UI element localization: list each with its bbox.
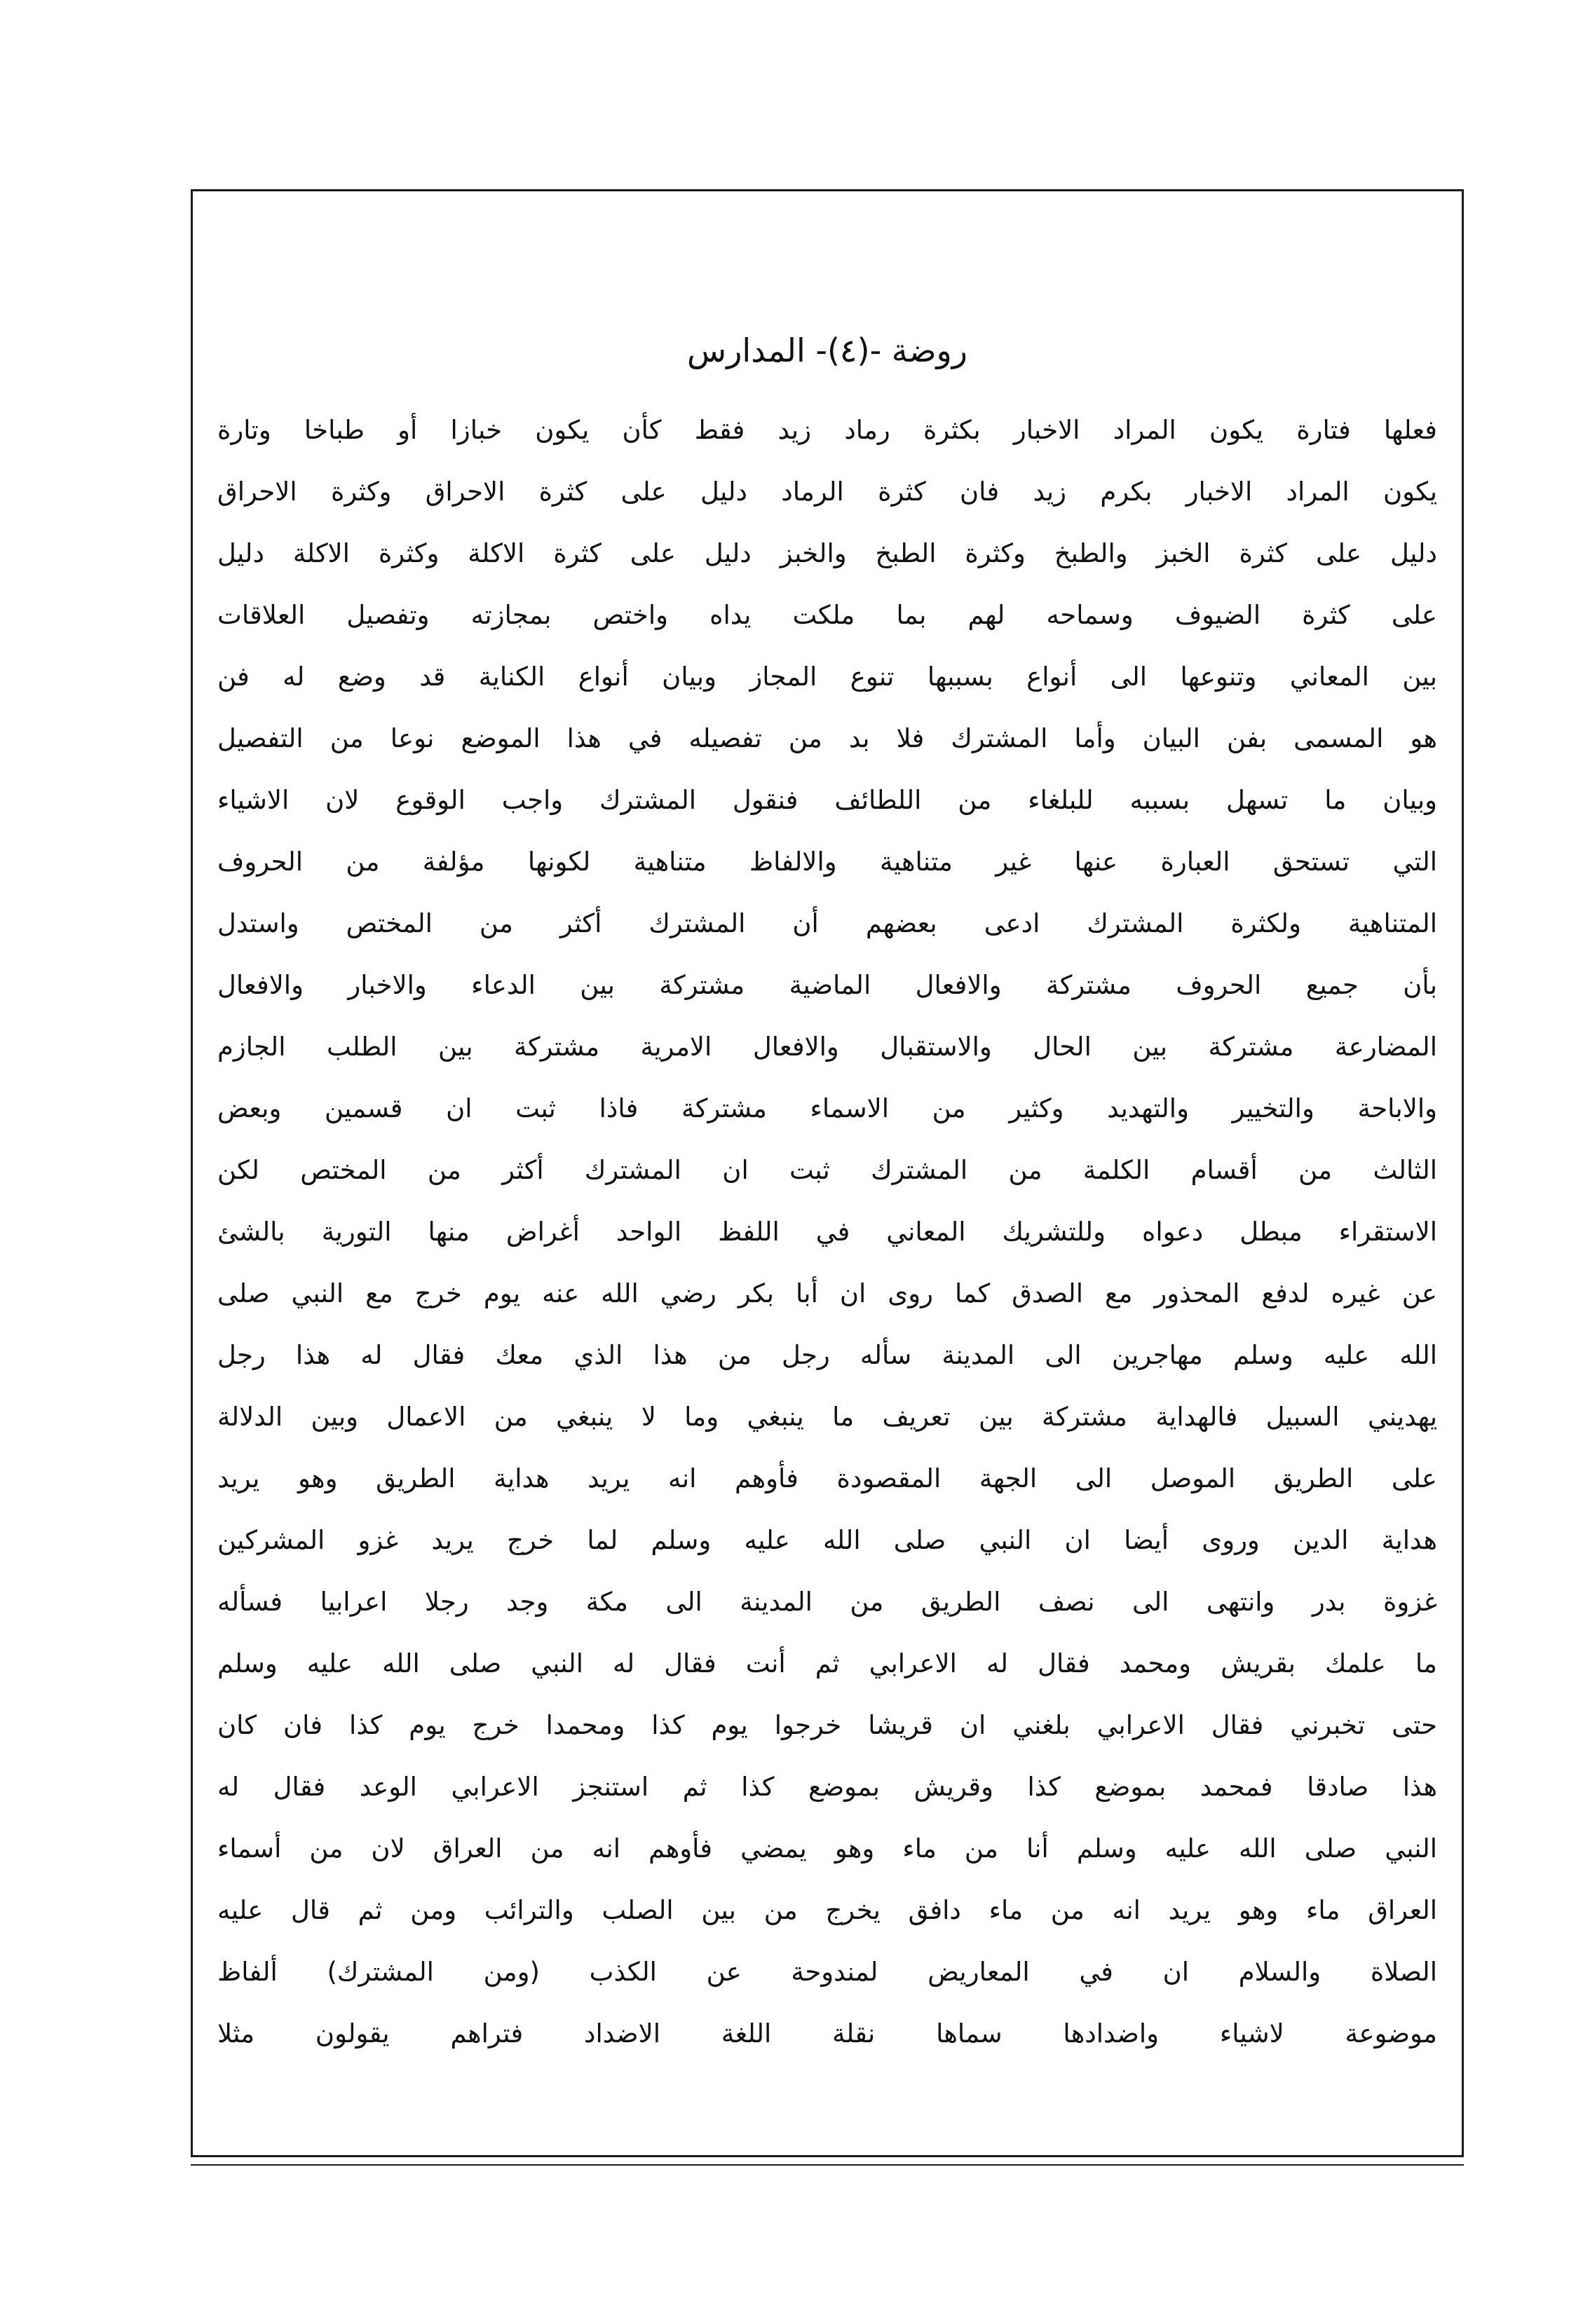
text-line: هداية الدين وروى أيضا ان النبي صلى الله عليه وسلم لما خرج يريد غزو المشركين [217,1525,1437,1555]
text-line: الثالث من أقسام الكلمة من المشترك ثبت ان المشترك أكثر من المختص لكن [217,1155,1437,1185]
text-line: المضارعة مشتركة بين الحال والاستقبال والافعال الامرية مشتركة بين الطلب الجازم [217,1032,1437,1062]
page-border-bottom-rule [191,2164,1464,2166]
text-line: على الطريق الموصل الى الجهة المقصودة فأوهم انه يريد هداية الطريق وهو يريد [217,1463,1437,1493]
text-line: ما علمك بقريش ومحمد فقال له الاعرابي ثم أنت فقال له النبي صلى الله عليه وسلم [217,1648,1437,1679]
text-line: هو المسمى بفن البيان وأما المشترك فلا بد من تفصيله في هذا الموضع نوعا من التفصيل [217,723,1437,753]
text-line: العراق ماء وهو يريد انه من ماء دافق يخرج من بين الصلب والترائب ومن ثم قال عليه [217,1895,1437,1925]
text-line: موضوعة لاشياء واضدادها سماها نقلة اللغة الاضداد فتراهم يقولون مثلا [217,2018,1437,2049]
text-line: والاباحة والتخيير والتهديد وكثير من الاسماء مشتركة فاذا ثبت ان قسمين وبعض [217,1093,1437,1123]
text-line: التي تستحق العبارة عنها غير متناهية والالفاظ متناهية لكونها مؤلفة من الحروف [217,847,1437,877]
text-line: النبي صلى الله عليه وسلم أنا من ماء وهو يمضي فأوهم انه من العراق لان من أسماء [217,1833,1437,1864]
text-line: الصلاة والسلام ان في المعاريض لمندوحة عن الكذب (ومن المشترك) ألفاظ [217,1957,1437,1987]
text-line: دليل على كثرة الخبز والطبخ وكثرة الطبخ والخبز دليل على كثرة الاكلة وكثرة الاكلة دليل [217,538,1437,568]
text-line: حتى تخبرني فقال الاعرابي بلغني ان قريشا خرجوا يوم كذا ومحمدا خرج يوم كذا فان كان [217,1710,1437,1740]
text-line: الله عليه وسلم مهاجرين الى المدينة سأله رجل من هذا الذي معك فقال له هذا رجل [217,1340,1437,1370]
text-line: يهديني السبيل فالهداية مشتركة بين تعريف ما ينبغي وما لا ينبغي من الاعمال وبين الدلالة [217,1402,1437,1432]
text-line: غزوة بدر وانتهى الى نصف الطريق من المدينة الى مكة وجد رجلا اعرابيا فسأله [217,1587,1437,1617]
text-line: وبيان ما تسهل بسببه للبلغاء من اللطائف فنقول المشترك واجب الوقوع لان الاشياء [217,785,1437,815]
text-line: بين المعاني وتنوعها الى أنواع بسببها تنوع المجاز وبيان أنواع الكناية قد وضع له فن [217,662,1437,692]
body-text [217,399,1437,2065]
text-line: على كثرة الضيوف وسماحه لهم بما ملكت يداه واختص بمجازته وتفصيل العلاقات [217,600,1437,630]
text-line: الاستقراء مبطل دعواه وللتشريك المعاني في اللفظ الواحد أغراض منها التورية بالشئ [217,1217,1437,1247]
text-line: المتناهية ولكثرة المشترك ادعى بعضهم أن المشترك أكثر من المختص واستدل [217,908,1437,938]
text-line: يكون المراد الاخبار بكرم زيد فان كثرة الرماد دليل على كثرة الاحراق وكثرة الاحراق [217,477,1437,507]
page-header: روضة -(٤)- المدارس [687,331,967,369]
text-line: فعلها فتارة يكون المراد الاخبار بكثرة رماد زيد فقط كأن يكون خبازا أو طباخا وتارة [217,415,1437,445]
text-line: عن غيره لدفع المحذور مع الصدق كما روى ان أبا بكر رضي الله عنه يوم خرج مع النبي صلى [217,1278,1437,1308]
text-line: بأن جميع الحروف مشتركة والافعال الماضية مشتركة بين الدعاء والاخبار والافعال [217,970,1437,1000]
text-line: هذا صادقا فمحمد بموضع كذا وقريش بموضع كذا ثم استنجز الاعرابي الوعد فقال له [217,1772,1437,1802]
